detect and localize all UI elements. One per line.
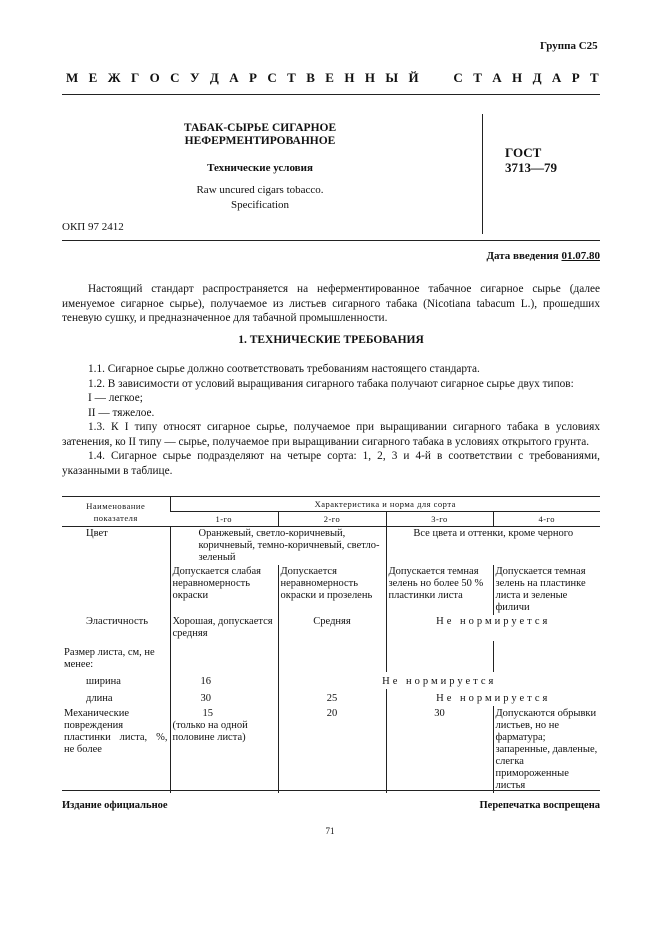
gost-number: ГОСТ 3713—79 <box>505 145 557 175</box>
heading-letter: Д <box>209 70 219 85</box>
heading-letter: А <box>492 70 502 85</box>
table-row: Размер листа, см, не менее: <box>62 641 600 672</box>
heading-letter: Т <box>473 70 482 85</box>
footer-rule <box>62 790 600 791</box>
heading-letter: О <box>149 70 160 85</box>
heading-letter: Р <box>249 70 257 85</box>
okp-rule <box>62 240 600 241</box>
subtitle: Технические условия <box>207 162 313 174</box>
page-number: 71 <box>325 826 335 836</box>
header-grade-4: 4-го <box>493 512 600 527</box>
section-heading: 1. ТЕХНИЧЕСКИЕ ТРЕБОВАНИЯ <box>238 334 424 346</box>
heading-letter: Ж <box>107 70 121 85</box>
grades-table <box>62 496 600 793</box>
heading-letter: Т <box>287 70 296 85</box>
english-title: Raw uncured cigars tobacco. Specification <box>196 184 324 211</box>
reprint-prohibited: Перепечатка воспрещена <box>479 800 600 811</box>
heading-letter: Е <box>325 70 334 85</box>
requirements-text: 1.1. Сигарное сырье должно соответствовать требованиям настоящего стандарта. 1.2. В зависимости от условий выращивания сигарного табака получают сигарное сырье двух типов: I — легкое; II — тяжелое. 1.3. К I типу относят сигарное сырье, получаемое при выращивании сигарного табака в условиях затенения, ко II типу — сырье, получаемое при выращивании сигарного табака в условиях открытого грунта. 1.4. Сигарное сырье подразделяют на четыре сорта: 1, 2, 3 и 4-й в соответствии с требованиями, указанными в таблице. <box>62 363 600 477</box>
table-row: Механические повреждения пластинки листа, %, не более 15 (только на одной половине листа) 20 30 Допускаются обрывки листьев, но не фарматура; запаренные, давленые, слегка примороженные листья <box>62 706 600 793</box>
heading-letter <box>429 70 443 86</box>
heading-letter: В <box>306 70 315 85</box>
heading-letter: Ы <box>385 70 399 85</box>
heading-letter: Н <box>364 70 375 85</box>
official-edition: Издание официальное <box>62 800 168 811</box>
table-row: Цвет Оранжевый, светло-коричневый, коричневый, темно-коричневый, светло-зеленый Все цвета и оттенки, кроме черного <box>62 527 600 566</box>
header-grade-2: 2-го <box>278 512 386 527</box>
table-row: Эластичность Хорошая, допускается средняя Средняя Не нормируется <box>62 615 600 641</box>
gost-divider <box>482 114 483 234</box>
heading-letter: Н <box>512 70 523 85</box>
heading-letter: Е <box>88 70 98 85</box>
heading-letter: А <box>229 70 239 85</box>
heading-letter: М <box>66 70 79 85</box>
group-code: Группа С25 <box>540 40 598 52</box>
heading-letter: Н <box>344 70 355 85</box>
header-grade-1: 1-го <box>170 512 278 527</box>
heading-letter: А <box>551 70 562 85</box>
heading-letter: С <box>267 70 277 85</box>
interstate-standard-heading <box>66 70 599 86</box>
heading-letter: С <box>170 70 180 85</box>
table-row: ширина 16 Не нормируется <box>62 672 600 689</box>
table-row: Допускается слабая неравномерность окраски Допускается неравномерность окраски и прозелень Допускается темная зелень но более 50 % пластинки листа Допускается темная зелень на пластинке листа и зеленые филичи <box>62 565 600 615</box>
heading-letter: Р <box>571 70 580 85</box>
header-rule <box>62 94 600 95</box>
okp-code: ОКП 97 2412 <box>62 221 124 233</box>
heading-letter: Т <box>590 70 599 85</box>
table-row: длина 30 25 Не нормируется <box>62 689 600 706</box>
heading-letter: Й <box>408 70 419 85</box>
header-name: Наименование показателя <box>62 497 170 527</box>
heading-letter: Г <box>130 70 140 85</box>
heading-letter: Д <box>532 70 542 85</box>
header-characteristics: Характеристика и норма для сорта <box>170 497 600 512</box>
intro-paragraph: Настоящий стандарт распространяется на неферментированное табачное сигарное сырье (далее именуемое сигарное сырье), получаемое из листьев сигарного табака (Nicotiana tabacum L.), прошедших теневую сушку, и предназначенное для табачной промышленности. <box>62 283 600 324</box>
heading-letter: С <box>453 70 463 85</box>
header-grade-3: 3-го <box>386 512 493 527</box>
effective-date: Дата введения 01.07.80 <box>486 250 600 262</box>
document-title: ТАБАК-СЫРЬЕ СИГАРНОЕ НЕФЕРМЕНТИРОВАННОЕ <box>183 122 337 147</box>
heading-letter: У <box>189 70 200 85</box>
